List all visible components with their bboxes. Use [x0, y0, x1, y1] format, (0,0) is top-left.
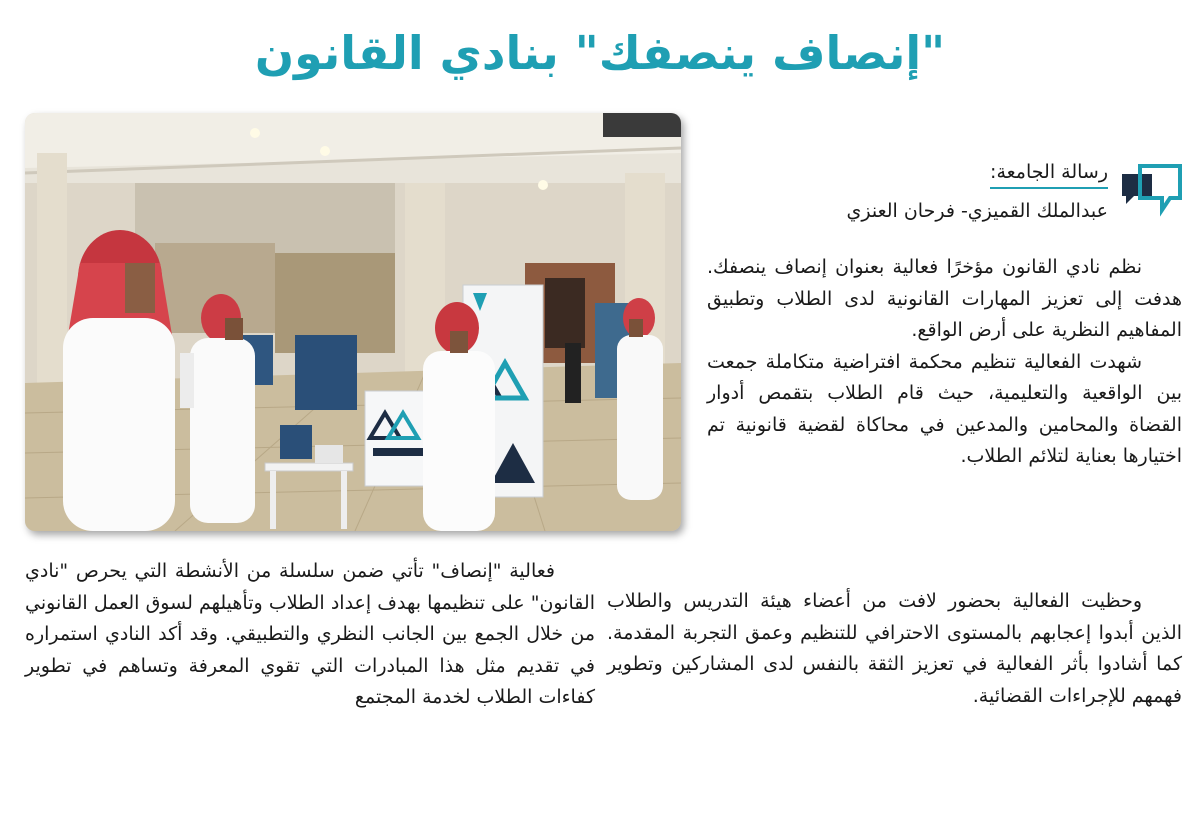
byline-authors: عبدالملك القميزي- فرحان العنزي	[846, 200, 1108, 222]
paragraph-4: فعالية "إنصاف" تأتي ضمن سلسلة من الأنشطة التي يحرص "نادي القانون" على تنظيمها بهدف إعداد الطلاب وتأهيلهم لسوق العمل القانوني من خلال الجمع بين الجانب النظري والتطبيقي. وقد أكد النادي استمراره في تقديم مثل هذا المبادرات التي تقوي المعرفة وتساهم في تطوير كفاءات الطلاب لخدمة المجتمع	[25, 560, 595, 708]
paragraph-3: وحظيت الفعالية بحضور لافت من أعضاء هيئة التدريس والطلاب الذين أبدوا إعجابهم بالمستوى الاحترافي للتنظيم وعمق التجربة المقدمة. كما أشادوا بأثر الفعالية في تعزيز الثقة بالنفس لدى المشاركين وتطوير فهمهم للإجراءات القضائية.	[607, 590, 1182, 707]
article-column-left	[25, 556, 595, 714]
article-headline: "إنصاف ينصفك" بنادي القانون	[254, 26, 946, 80]
speech-bubbles-icon	[1118, 162, 1184, 220]
article-column-right	[707, 252, 1182, 473]
event-photo	[25, 113, 681, 531]
byline-label: رسالة الجامعة:	[990, 160, 1108, 189]
paragraph-2: شهدت الفعالية تنظيم محكمة افتراضية متكاملة جمعت بين الواقعية والتعليمية، حيث قام الطلاب بتقمص أدوار القضاة والمحامين والمدعين في محاكاة لقضية قانونية تم اختيارها بعناية لتلائم الطلاب.	[707, 350, 1182, 467]
event-photo-illustration	[25, 113, 681, 531]
article-column-right-lower	[607, 586, 1182, 712]
paragraph-1: نظم نادي القانون مؤخرًا فعالية بعنوان إنصاف ينصفك. هدفت إلى تعزيز المهارات القانونية لدى الطلاب وتطبيق المفاهيم النظرية على أرض الواقع.	[707, 256, 1182, 341]
